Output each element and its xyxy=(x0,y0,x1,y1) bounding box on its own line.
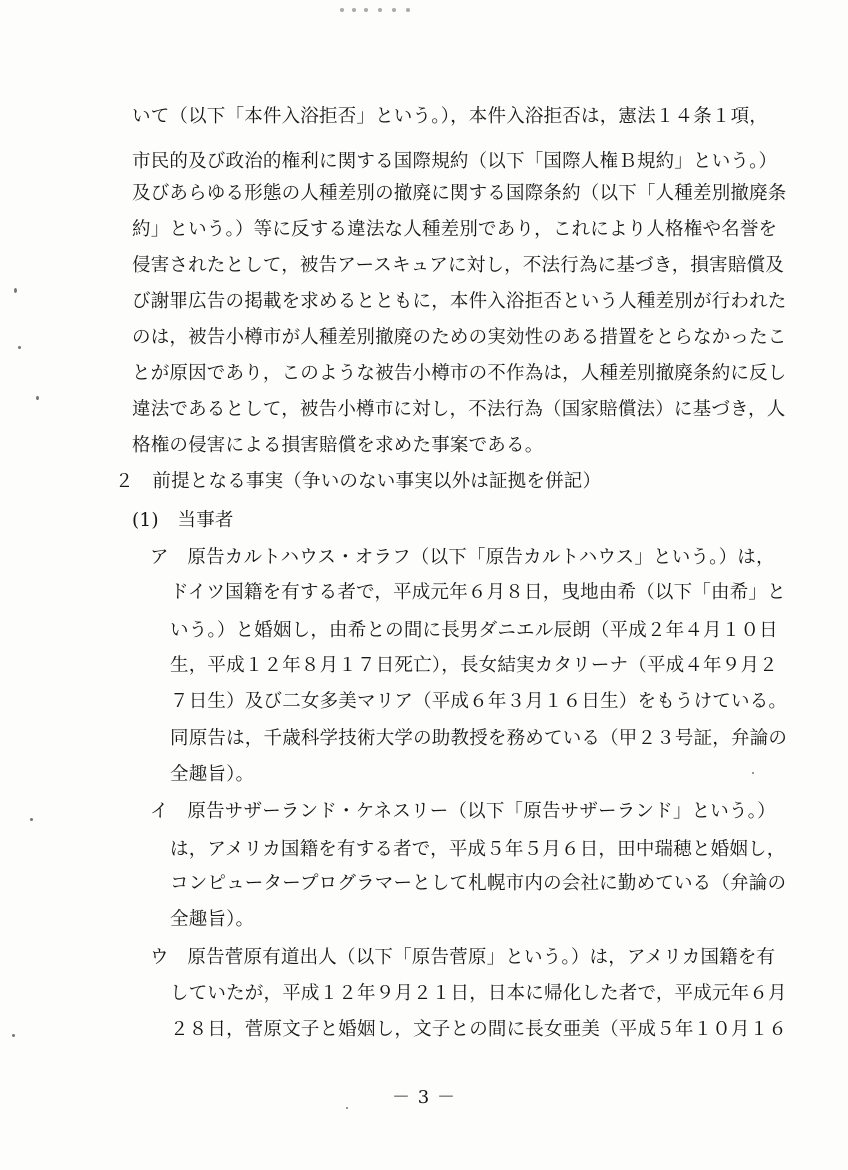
paragraph-line: 及びあらゆる形態の人種差別の撤廃に関する国際条約（以下「人種差別撤廃条 xyxy=(132,183,787,204)
paragraph-line: 侵害されたとして，被告アースキュアに対し，不法行為に基づき，損害賠償及 xyxy=(132,255,784,276)
item-a-line: ドイツ国籍を有する者で，平成元年６月８日，曳地由希（以下「由希」と xyxy=(170,582,786,603)
scan-speck xyxy=(14,288,17,293)
scan-speck xyxy=(18,346,21,349)
paragraph-line: び謝罪広告の掲載を求めるとともに，本件入浴拒否という人種差別が行われた xyxy=(132,291,787,312)
item-a-line: 全趣旨）。 xyxy=(170,764,255,785)
scan-speck xyxy=(36,396,39,400)
paragraph-line: のは，被告小樽市が人種差別撤廃のための実効性のある措置をとらなかったこ xyxy=(132,327,787,348)
paragraph-line: いて（以下「本件入浴拒否」という。），本件入浴拒否は，憲法１４条１項， xyxy=(132,106,769,127)
item-i-line: 全趣旨）。 xyxy=(170,909,255,930)
item-a-line: 同原告は，千歳科学技術大学の助教授を務めている（甲２３号証，弁論の xyxy=(170,728,788,749)
paragraph-line: 約」という。）等に反する違法な人種差別であり，これにより人格権や名誉を xyxy=(132,219,778,240)
paragraph-line: 違法であるとして，被告小樽市に対し，不法行為（国家賠償法）に基づき，人 xyxy=(132,399,786,420)
item-i-line: コンピュータープログラマーとして札幌市内の会社に勤めている（弁論の xyxy=(170,873,787,894)
item-i-first-line: イ 原告サザーランド・ケネスリー（以下「原告サザーランド」という。） xyxy=(150,801,776,822)
item-i-line: は，アメリカ国籍を有する者で，平成５年５月６日，田中瑞穂と婚姻し， xyxy=(170,839,786,860)
paragraph-line: とが原因であり，このような被告小樽市の不作為は，人種差別撤廃条約に反し xyxy=(132,363,787,384)
item-a-line: ７日生）及び二女多美マリア（平成６年３月１６日生）をもうけている。 xyxy=(170,691,788,712)
page-number: － 3 － xyxy=(392,1087,456,1108)
item-a-line: 生，平成１２年８月１７日死亡），長女結実カタリーナ（平成４年９月２ xyxy=(170,655,778,676)
subsection-heading: (1) 当事者 xyxy=(132,510,234,531)
paragraph-line: 市民的及び政治的権利に関する国際規約（以下「国際人権Ｂ規約」という。） xyxy=(132,151,778,172)
item-u-first-line: ウ 原告菅原有道出人（以下「原告菅原」という。）は，アメリカ国籍を有 xyxy=(150,947,776,968)
paragraph-line: 格権の侵害による損害賠償を求めた事案である。 xyxy=(132,435,544,456)
binding-holes xyxy=(338,4,418,16)
section-heading: ２ 前提となる事実（争いのない事実以外は証拠を併記） xyxy=(115,471,602,492)
item-a-first-line: ア 原告カルトハウス・オラフ（以下「原告カルトハウス」という。）は， xyxy=(150,547,775,568)
item-u-line: ２８日，菅原文子と婚姻し，文子との間に長女亜美（平成５年１０月１６ xyxy=(170,1019,788,1040)
item-u-line: していたが，平成１２年９月２１日，日本に帰化した者で，平成元年６月 xyxy=(170,983,787,1004)
scan-speck xyxy=(12,1034,15,1037)
scan-speck xyxy=(752,772,754,774)
scan-speck xyxy=(30,818,33,821)
item-a-line: いう。）と婚姻し，由希との間に長男ダニエル辰朗（平成２年４月１０日 xyxy=(170,620,778,641)
